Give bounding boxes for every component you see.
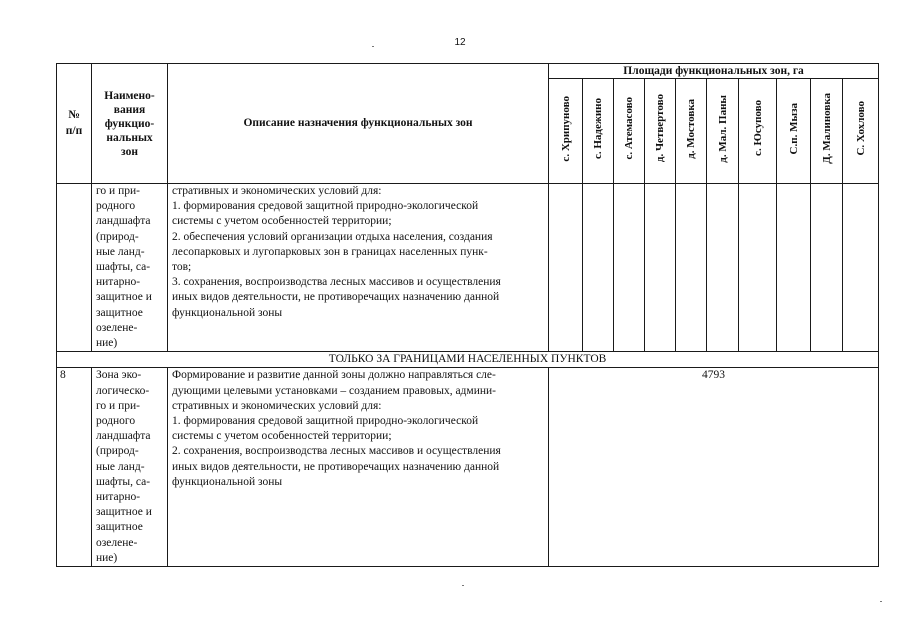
description-line: тов; bbox=[172, 261, 192, 274]
area-total: 4793 bbox=[549, 368, 879, 567]
name-line: (природ- bbox=[96, 445, 139, 458]
name-line: защитное и bbox=[96, 506, 152, 519]
name-line: ные ланд- bbox=[96, 245, 145, 258]
name-line: родного bbox=[96, 415, 136, 428]
name-line: нитарно- bbox=[96, 491, 141, 504]
description-line: 1. формирования средовой защитной природно-экологической bbox=[172, 415, 479, 428]
area-cell bbox=[843, 184, 879, 352]
name-line: го и при- bbox=[96, 399, 140, 412]
section-title-row bbox=[57, 352, 879, 368]
scan-speck bbox=[880, 601, 882, 602]
functional-zones-table bbox=[56, 63, 879, 567]
name-line: ландшафта bbox=[96, 430, 151, 443]
row-number: 8 bbox=[57, 368, 92, 567]
name-line: ландшафта bbox=[96, 215, 151, 228]
description-line: лесопарковых и лугопарковых зон в границах населенных пунк- bbox=[172, 245, 488, 258]
header-zone-name bbox=[92, 64, 168, 184]
description-line: иных видов деятельности, не противоречащих назначению данной bbox=[172, 291, 500, 304]
name-line: озелене- bbox=[96, 321, 138, 334]
settlement-header: с. Надежино bbox=[583, 79, 614, 184]
name-line: логическо- bbox=[96, 384, 150, 397]
area-cell bbox=[707, 184, 739, 352]
header-areas: Площади функциональных зон, га bbox=[549, 64, 879, 79]
area-cell bbox=[549, 184, 583, 352]
description-line: 2. сохранения, воспроизводства лесных массивов и осуществления bbox=[172, 445, 501, 458]
area-cell bbox=[676, 184, 707, 352]
row-zone-name bbox=[92, 184, 168, 352]
name-line: шафты, са- bbox=[96, 261, 151, 274]
description-line: дующими целевыми установками – созданием правовых, админи- bbox=[172, 384, 496, 397]
description-line: 1. формирования средовой защитной природно-экологической bbox=[172, 200, 479, 213]
table-row-continued bbox=[57, 184, 879, 352]
row-description bbox=[168, 184, 549, 352]
description-line: системы с учетом особенностей территории; bbox=[172, 430, 392, 443]
description-line: стративных и экономических условий для: bbox=[172, 399, 382, 412]
description-line: функциональной зоны bbox=[172, 475, 283, 488]
header-row-top bbox=[57, 64, 879, 79]
name-line: ние) bbox=[96, 337, 118, 350]
settlement-header: С.п. Мыза bbox=[777, 79, 811, 184]
page-number: 12 bbox=[454, 37, 466, 48]
name-line: ные ланд- bbox=[96, 460, 145, 473]
header-name-line: Наимено- bbox=[104, 89, 155, 102]
header-number-line: № bbox=[68, 109, 80, 122]
description-line: функциональной зоны bbox=[172, 306, 283, 319]
description-line: 2. обеспечения условий организации отдыха населения, создания bbox=[172, 230, 493, 243]
name-line: шафты, са- bbox=[96, 475, 151, 488]
area-cell bbox=[811, 184, 843, 352]
area-cell bbox=[583, 184, 614, 352]
name-line: озелене- bbox=[96, 536, 138, 549]
name-line: го и при- bbox=[96, 185, 140, 197]
table-row-8 bbox=[57, 368, 879, 567]
name-line: нитарно- bbox=[96, 276, 141, 289]
header-name-line: вания bbox=[113, 103, 146, 116]
name-line: защитное bbox=[96, 306, 143, 319]
description-line: системы с учетом особенностей территории; bbox=[172, 215, 392, 228]
name-line: (природ- bbox=[96, 230, 139, 243]
area-cell bbox=[614, 184, 645, 352]
settlement-header: с. Юсупово bbox=[739, 79, 777, 184]
description-line: Формирование и развитие данной зоны должно направляться сле- bbox=[172, 369, 496, 382]
header-number-line: п/п bbox=[65, 124, 83, 137]
header-name-line: зон bbox=[121, 145, 138, 158]
settlement-header: д. Мостовка bbox=[676, 79, 707, 184]
name-line: родного bbox=[96, 200, 136, 213]
section-title: ТОЛЬКО ЗА ГРАНИЦАМИ НАСЕЛЕННЫХ ПУНКТОВ bbox=[57, 352, 879, 368]
settlement-header: Д. Малиновка bbox=[811, 79, 843, 184]
name-line: защитное bbox=[96, 521, 143, 534]
header-number bbox=[57, 64, 92, 184]
name-line: защитное и bbox=[96, 291, 152, 304]
header-name-line: функцио- bbox=[104, 117, 155, 130]
area-cell bbox=[645, 184, 676, 352]
scan-speck bbox=[372, 46, 374, 47]
settlement-header: д. Мал. Паны bbox=[707, 79, 739, 184]
settlement-header: д. Четвертово bbox=[645, 79, 676, 184]
scan-speck bbox=[462, 585, 464, 586]
area-cell bbox=[739, 184, 777, 352]
row-number bbox=[57, 184, 92, 352]
header-description: Описание назначения функциональных зон bbox=[168, 64, 549, 184]
settlement-header: С. Хохлово bbox=[843, 79, 879, 184]
settlement-header: с. Хрипуново bbox=[549, 79, 583, 184]
row-description bbox=[168, 368, 549, 567]
row-zone-name bbox=[92, 368, 168, 567]
name-line: Зона эко- bbox=[96, 369, 142, 382]
description-line: иных видов деятельности, не противоречащих назначению данной bbox=[172, 460, 500, 473]
settlement-header: с. Атемасово bbox=[614, 79, 645, 184]
header-name-line: нальных bbox=[106, 131, 153, 144]
description-line: стративных и экономических условий для: bbox=[172, 185, 382, 197]
name-line: ние) bbox=[96, 551, 118, 564]
description-line: 3. сохранения, воспроизводства лесных массивов и осуществления bbox=[172, 276, 501, 289]
area-cell bbox=[777, 184, 811, 352]
